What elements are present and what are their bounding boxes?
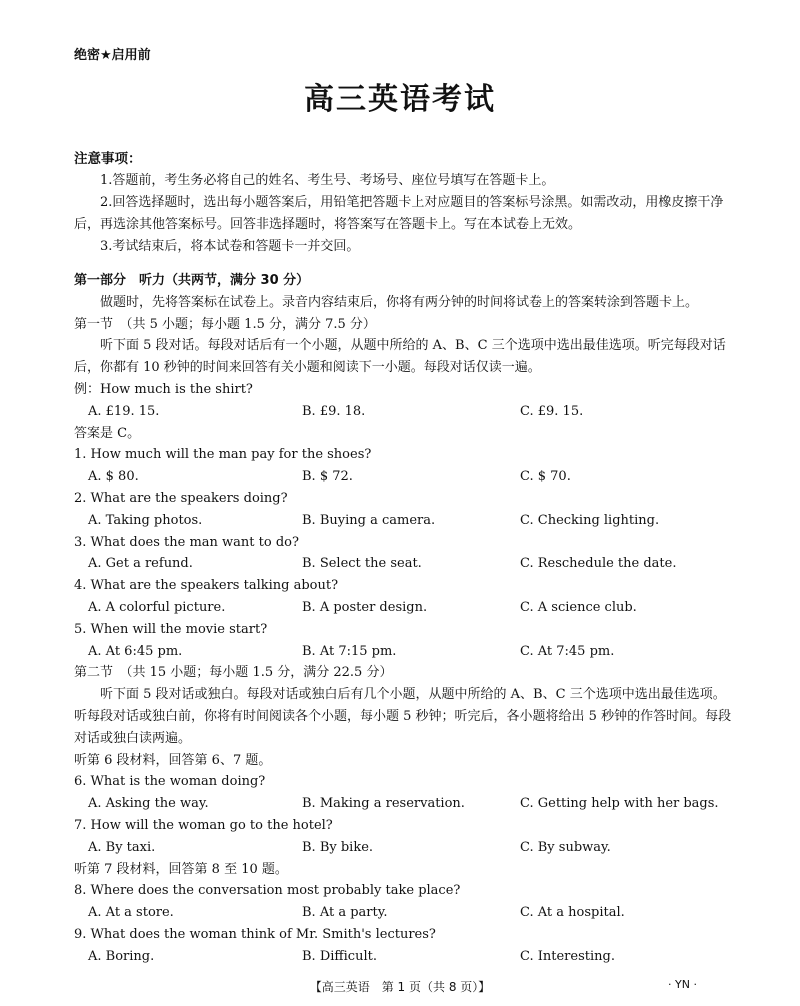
question-5-options (74, 641, 734, 663)
option-c: C. Checking lighting. (520, 512, 660, 528)
part1-title: 第一部分 听力（共两节，满分 30 分） (74, 273, 310, 288)
option-c: C. $ 70. (520, 469, 571, 485)
option-b: B. By bike. (302, 839, 374, 855)
option-c: C. Reschedule the date. (520, 556, 677, 572)
section1-title: 第一节 （共 5 小题；每小题 1.5 分，满分 7.5 分） (74, 316, 376, 332)
question-4-options (74, 597, 734, 619)
option-b: B. Difficult. (302, 948, 377, 964)
option-c: C. At a hospital. (520, 905, 625, 921)
question-5: 5. When will the movie start? (74, 621, 268, 637)
option-c: C. A science club. (520, 599, 637, 615)
option-c: C. By subway. (520, 839, 611, 855)
option-b: B. A poster design. (302, 599, 428, 615)
question-3: 3. What does the man want to do? (74, 534, 299, 550)
option-a: A. At 6:45 pm. (88, 643, 183, 659)
option-a: A. $ 80. (88, 469, 139, 485)
question-1-options (74, 466, 734, 488)
question-8-options (74, 902, 734, 924)
option-a: A. By taxi. (88, 839, 156, 855)
question-6: 6. What is the woman doing? (74, 774, 266, 790)
question-2: 2. What are the speakers doing? (74, 490, 288, 506)
question-4: 4. What are the speakers talking about? (74, 578, 339, 594)
group-6-instruction: 听第 6 段材料，回答第 6、7 题。 (74, 752, 272, 768)
notes-heading: 注意事项： (74, 151, 142, 167)
group-7-instruction: 听第 7 段材料，回答第 8 至 10 题。 (74, 861, 288, 877)
question-6-options (74, 793, 734, 815)
example-answer: 答案是 C。 (74, 425, 141, 441)
question-7-options (74, 837, 734, 859)
question-2-options (74, 510, 734, 532)
question-1: 1. How much will the man pay for the shoes? (74, 447, 372, 463)
option-a: A. Get a refund. (88, 556, 193, 572)
notes-item-3: 3.考试结束后，将本试卷和答题卡一并交回。 (100, 239, 360, 254)
option-b: B. At a party. (302, 905, 388, 921)
option-b: B. Select the seat. (302, 556, 422, 572)
exam-body (74, 270, 734, 968)
option-a: A. At a store. (88, 905, 174, 921)
option-c: C. £9. 15. (520, 403, 584, 419)
option-a: A. A colorful picture. (88, 599, 226, 615)
option-a: A. Taking photos. (88, 512, 203, 528)
option-b: B. Making a reservation. (302, 796, 465, 812)
option-b: B. At 7:15 pm. (302, 643, 397, 659)
question-8: 8. Where does the conversation most probably take place? (74, 883, 461, 899)
option-c: C. At 7:45 pm. (520, 643, 615, 659)
question-7: 7. How will the woman go to the hotel? (74, 817, 333, 833)
section1-instruction: 听下面 5 段对话。每段对话后有一个小题，从题中所给的 A、B、C 三个选项中选出最佳选项。听完每段对话后，你都有 10 秒钟的时间来回答有关小题和阅读下一小题。每段对话仅读一遍。 (74, 338, 726, 376)
question-3-options (74, 553, 734, 575)
notes-block (74, 148, 734, 258)
option-b: B. Buying a camera. (302, 512, 436, 528)
part1-intro: 做题时，先将答案标在试卷上。录音内容结束后，你将有两分钟的时间将试卷上的答案转涂到答题卡上。 (100, 294, 699, 310)
notes-item-1: 1.答题前，考生务必将自己的姓名、考生号、考场号、座位号填写在答题卡上。 (100, 173, 555, 188)
option-c: C. Interesting. (520, 948, 615, 964)
example-options (74, 401, 734, 423)
question-9-options (74, 946, 734, 968)
section2-title: 第二节 （共 15 小题；每小题 1.5 分，满分 22.5 分） (74, 665, 393, 681)
example-question: 例：How much is the shirt? (74, 381, 253, 397)
option-a: A. Asking the way. (88, 796, 209, 812)
section2-instruction: 听下面 5 段对话或独白。每段对话或独白后有几个小题，从题中所给的 A、B、C 三个选项中选出最佳选项。听每段对话或独白前，你将有时间阅读各个小题，每小题 5 秒钟；听完后，各小题将给出 5 秒钟的作答时间。每段对话或独白读两遍。 (74, 687, 732, 746)
question-9: 9. What does the woman think of Mr. Smith's lectures? (74, 926, 436, 942)
page-title: 高三英语考试 (304, 82, 496, 117)
page-footer: 【高三英语 第 1 页（共 8 页）】 (309, 980, 491, 994)
footer-code: · YN · (668, 978, 697, 991)
option-b: B. £9. 18. (302, 403, 366, 419)
notes-item-2: 2.回答选择题时，选出每小题答案后，用铅笔把答题卡上对应题目的答案标号涂黑。如需改动，用橡皮擦干净后，再选涂其他答案标号。回答非选择题时，将答案写在答题卡上。写在本试卷上无效。 (74, 195, 724, 232)
option-b: B. $ 72. (302, 469, 353, 485)
confidential-label: 绝密★启用前 (74, 48, 151, 63)
option-a: A. Boring. (88, 948, 155, 964)
option-c: C. Getting help with her bags. (520, 796, 719, 812)
option-a: A. £19. 15. (88, 403, 160, 419)
